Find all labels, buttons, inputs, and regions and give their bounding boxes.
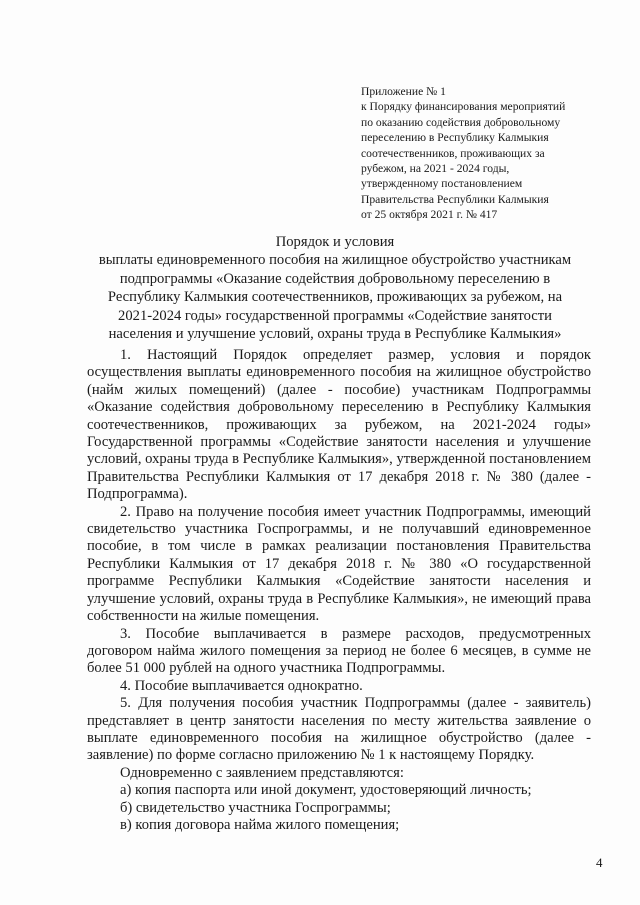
list-item: а) копия паспорта или иной документ, удостоверяющий личность;: [120, 782, 532, 799]
paragraph-2: 2. Право на получение пособия имеет участник Подпрограммы, имеющий свидетельство участника Госпрограммы, и не получавший единовременное пособие, в том числе в рамках реализации постановления Правительства Республики Калмыкия от 17 декабря 2018 г. № 380 «О государственной программе Республики Калмыкия «Содействие занятости населения и улучшение условий, охраны труда в Республике Калмыкия», не имеющий права собственности на жилые помещения.: [87, 503, 591, 625]
paragraph-3: 3. Пособие выплачивается в размере расходов, предусмотренных договором найма жилого помещения за период не более 6 месяцев, в сумме не более 51 000 рублей на одного участника Подпрограммы.: [87, 625, 591, 677]
appendix-line: Приложение № 1: [361, 85, 446, 98]
appendix-line: к Порядку финансирования мероприятий: [361, 100, 566, 114]
appendix-line: рубежом, на 2021 - 2024 годы,: [361, 162, 510, 176]
paragraph-4: 4. Пособие выплачивается однократно.: [120, 677, 363, 694]
list-item: б) свидетельство участника Госпрограммы;: [120, 799, 391, 816]
appendix-line: соотечественников, проживающих за: [361, 146, 545, 160]
appendix-line: от 25 октября 2021 г. № 417: [361, 208, 498, 222]
appendix-line: утвержденному постановлением: [361, 177, 523, 191]
page-number: 4: [596, 855, 603, 870]
document-title: [60, 233, 610, 343]
list-item: в) копия договора найма жилого помещения;: [120, 816, 400, 833]
appendix-line: переселению в Республику Калмыкия: [361, 131, 549, 145]
title-line: 2021-2024 годы» государственной программы «Содействие занятости: [118, 307, 552, 324]
title-line: Республику Калмыкия соотечественников, проживающих за рубежом, на: [107, 289, 563, 306]
title-line: выплаты единовременного пособия на жилищное обустройство участникам: [98, 252, 572, 269]
appendix-line: Правительства Республики Калмыкия: [361, 192, 549, 206]
appendix-line: по оказанию содействия добровольному: [361, 115, 561, 129]
document-body: [87, 347, 591, 834]
title-line: населения и улучшение условий, охраны труда в Республике Калмыкия»: [108, 326, 562, 343]
appendix-header: [361, 84, 611, 223]
paragraph-5: 5. Для получения пособия участник Подпрограммы (далее - заявитель) представляет в центр занятости населения по месту жительства заявление о выплате единовременного пособия на жилищное обустройство (далее - заявление) по форме согласно приложению № 1 к настоящему Порядку.: [87, 695, 591, 764]
paragraph-1: 1. Настоящий Порядок определяет размер, условия и порядок осуществления выплаты единовременного пособия на жилищное обустройство (найм жилых помещений) (далее - пособие) участникам Подпрограммы «Оказание содействия добровольному переселению в Республику Калмыкия соотечественников, проживающих за рубежом, на 2021-2024 годы» Государственной программы «Содействие занятости населения и улучшение условий, охраны труда в Республике Калмыкия», утвержденной постановлением Правительства Республики Калмыкия от 17 декабря 2018 г. № 380 (далее - Подпрограмма).: [87, 347, 591, 503]
title-line: подпрограммы «Оказание содействия добровольному переселению в: [119, 270, 551, 287]
title-line: Порядок и условия: [275, 234, 395, 250]
documents-intro: Одновременно с заявлением представляются:: [120, 764, 404, 781]
